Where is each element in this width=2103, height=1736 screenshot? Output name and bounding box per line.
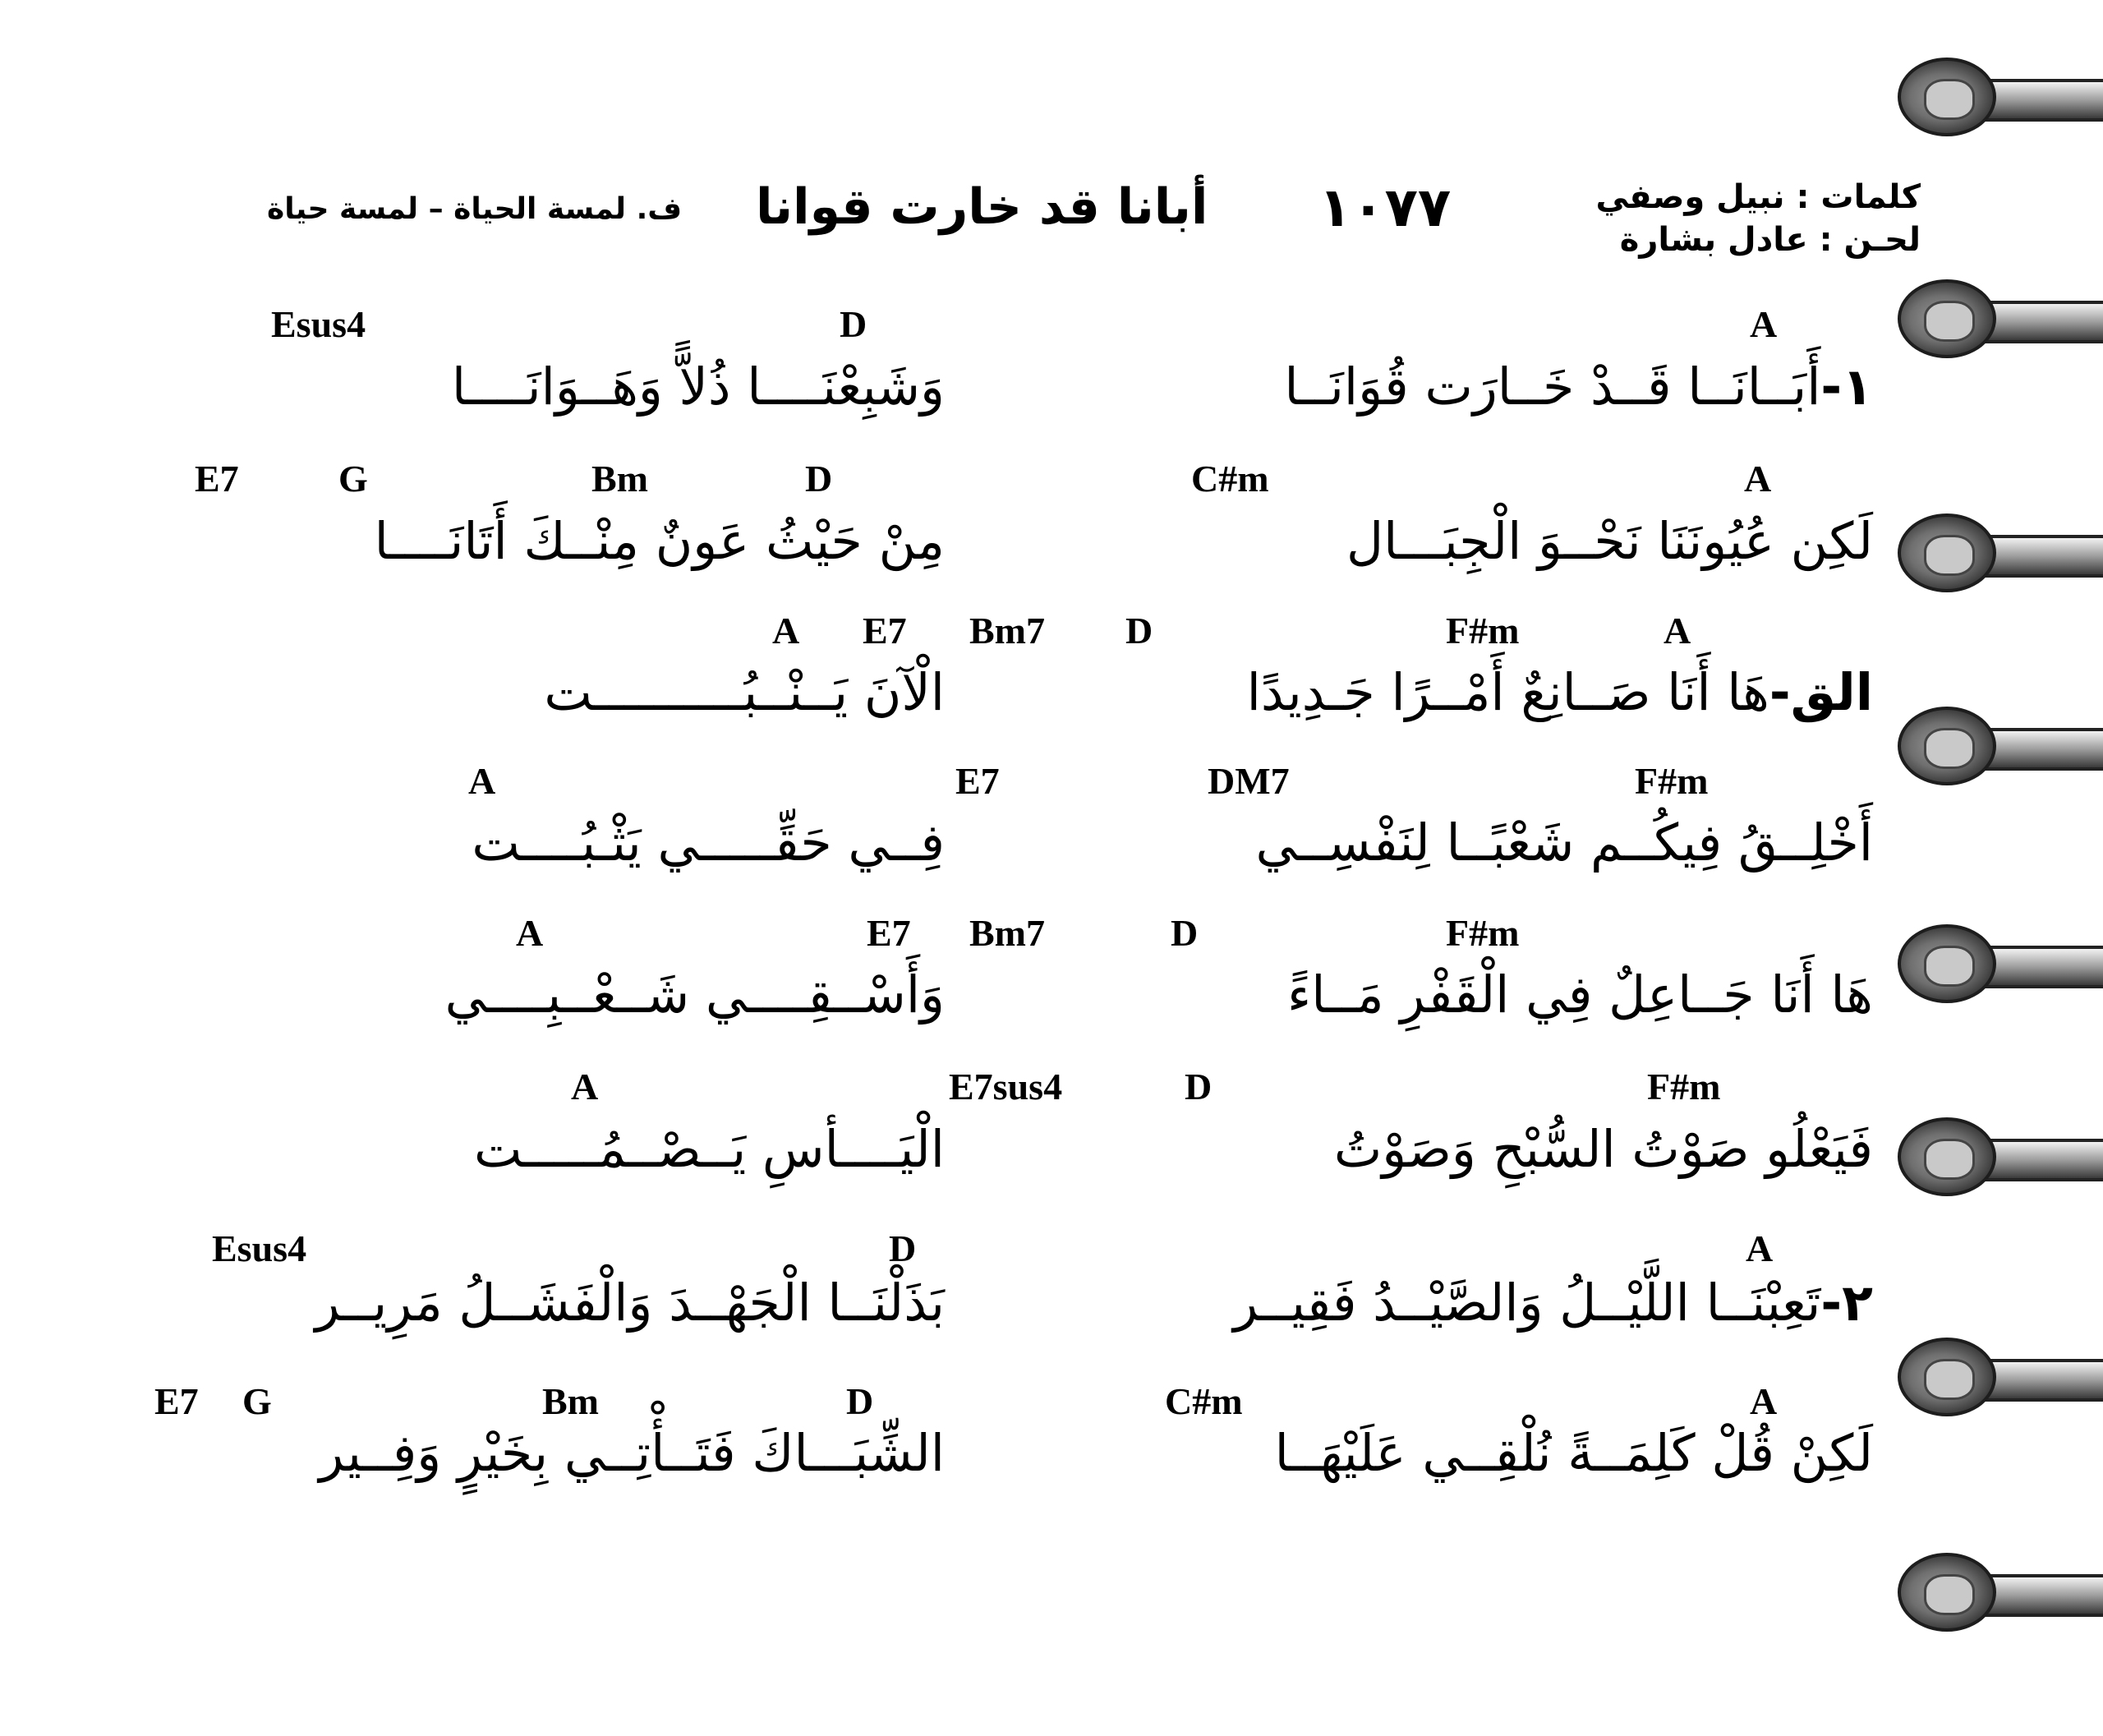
lyrics-credit: كلمات : نبيل وصفي bbox=[1595, 178, 1921, 216]
chord-symbol: Bm bbox=[591, 458, 648, 500]
chord-symbol: Bm7 bbox=[969, 610, 1045, 652]
chord-symbol: Bm7 bbox=[969, 912, 1045, 954]
chord-symbol: F#m bbox=[1635, 760, 1709, 802]
lyric-line bbox=[156, 1423, 1873, 1494]
lyric-second-half: بَذَلْنَــا الْجَهْــدَ وَالْفَشَــلُ مَرِيــر bbox=[315, 1273, 945, 1333]
chord-symbol: D bbox=[1185, 1066, 1213, 1107]
lyric-line bbox=[156, 1273, 1873, 1343]
binding-ring bbox=[1898, 1553, 2095, 1632]
lyric-first-half: هَا أَنَا جَــاعِلٌ فِي الْقَفْرِ مَــاءً bbox=[1287, 965, 1873, 1025]
chord-symbol: C#m bbox=[1165, 1380, 1243, 1422]
lyric-first-half: هَا أَنَا صَــانِعٌ أَمْــرًا جَـدِيدًا bbox=[1246, 662, 1769, 722]
chord-symbol: F#m bbox=[1647, 1066, 1721, 1107]
chord-symbol: F#m bbox=[1446, 610, 1520, 652]
song-title: أبانا قد خارت قوانا bbox=[756, 178, 1208, 236]
chord-symbol: A bbox=[1750, 303, 1778, 345]
binding-ring bbox=[1898, 707, 2095, 785]
verse-label: ٢- bbox=[1820, 1273, 1873, 1333]
lyric-second-half: الْآنَ يَــنْــبُــــــــــت bbox=[544, 662, 945, 722]
lyric-line bbox=[156, 357, 1873, 427]
binding-ring bbox=[1898, 924, 2095, 1003]
chord-symbol: E7 bbox=[154, 1380, 199, 1422]
chord-symbol: E7 bbox=[867, 912, 911, 954]
chord-symbol: A bbox=[516, 912, 544, 954]
chord-symbol: D bbox=[1171, 912, 1199, 954]
lyric-line bbox=[156, 965, 1873, 1035]
lyric-first-half: أَخْلِــقُ فِيكُــم شَعْبًــا لِنَفْسِــي bbox=[1255, 813, 1873, 873]
verse-label: ١- bbox=[1820, 357, 1873, 417]
verse-label: الق- bbox=[1769, 662, 1873, 722]
chord-symbol: C#m bbox=[1191, 458, 1269, 500]
chord-symbol: D bbox=[805, 458, 833, 500]
chord-symbol: G bbox=[338, 458, 368, 500]
chord-symbol: D bbox=[840, 303, 867, 345]
chord-symbol: E7 bbox=[863, 610, 907, 652]
chord-symbol: A bbox=[1744, 458, 1772, 500]
lyric-second-half: وَشَبِعْنَــــا ذُلاًّ وَهَــوَانَــــا bbox=[451, 357, 945, 417]
chord-symbol: E7 bbox=[195, 458, 239, 500]
lyric-first-half: لَكِنْ قُلْ كَلِمَــةً نُلْقِــي عَلَيْهَــا bbox=[1274, 1423, 1873, 1483]
chord-symbol: A bbox=[1750, 1380, 1778, 1422]
chord-symbol: F#m bbox=[1446, 912, 1520, 954]
lyric-second-half: الشِّبَـــاكَ فَتَــأْتِــي بِخَيْرٍ وَفِــير bbox=[319, 1423, 945, 1483]
lyric-first-half: أَبَــانَــا قَــدْ خَــارَت قُوَانَــا bbox=[1284, 357, 1821, 417]
binding-ring bbox=[1898, 1117, 2095, 1196]
lyric-line bbox=[156, 813, 1873, 883]
lyric-second-half: الْيَــــأسِ يَــصْــمُـــــت bbox=[474, 1119, 945, 1179]
lyric-line bbox=[156, 662, 1873, 733]
chord-symbol: Esus4 bbox=[271, 303, 366, 345]
lyric-line bbox=[156, 1119, 1873, 1190]
chord-symbol: D bbox=[1125, 610, 1153, 652]
chord-symbol: D bbox=[889, 1227, 917, 1269]
album-source: ف. لمسة الحياة – لمسة حياة bbox=[267, 192, 683, 226]
chord-symbol: E7 bbox=[955, 760, 1000, 802]
chord-symbol: A bbox=[1746, 1227, 1774, 1269]
chord-symbol: D bbox=[846, 1380, 874, 1422]
chord-symbol: E7sus4 bbox=[949, 1066, 1063, 1107]
lyric-line bbox=[156, 511, 1873, 582]
chord-symbol: Esus4 bbox=[212, 1227, 307, 1269]
chord-symbol: A bbox=[772, 610, 800, 652]
lyric-second-half: فِــي حَقِّـــــي يَثْـبُــــت bbox=[472, 813, 945, 873]
binding-ring bbox=[1898, 279, 2095, 358]
chord-symbol: A bbox=[571, 1066, 599, 1107]
lyric-first-half: لَكِن عُيُونَنَا نَحْــوَ الْجِبَـــال bbox=[1346, 511, 1873, 571]
chord-symbol: A bbox=[1664, 610, 1691, 652]
binding-ring bbox=[1898, 1338, 2095, 1416]
music-credit: لحـن : عادل بشارة bbox=[1619, 221, 1921, 259]
chord-symbol: A bbox=[468, 760, 496, 802]
lyric-first-half: تَعِبْنَــا اللَّيْــلُ وَالصَّيْــدُ فَقِيــر bbox=[1233, 1273, 1821, 1333]
song-number: ١٠٧٧ bbox=[1318, 176, 1452, 239]
chord-symbol: Bm bbox=[542, 1380, 599, 1422]
lyric-first-half: فَيَعْلُو صَوْتُ السُّبْحِ وَصَوْتُ bbox=[1333, 1119, 1873, 1179]
lyric-second-half: مِنْ حَيْثُ عَونٌ مِنْــكَ أَتَانَــــا bbox=[374, 511, 945, 571]
binding-ring bbox=[1898, 58, 2095, 136]
lyric-second-half: وَأَسْــقِــــي شَــعْــبِــــي bbox=[444, 965, 945, 1025]
binding-ring bbox=[1898, 513, 2095, 592]
chord-symbol: DM7 bbox=[1208, 760, 1290, 802]
chord-symbol: G bbox=[242, 1380, 272, 1422]
